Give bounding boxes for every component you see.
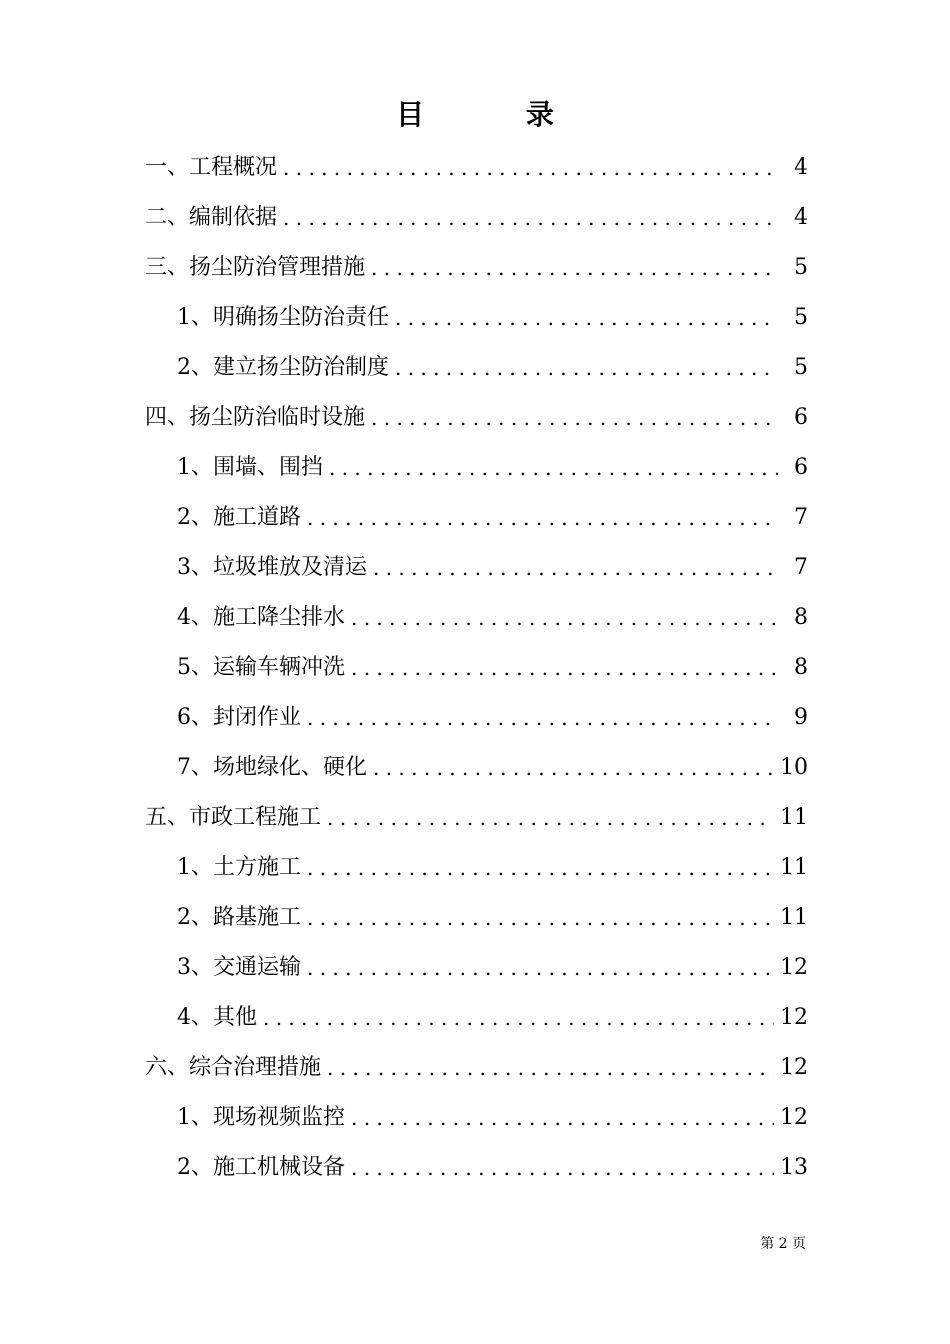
toc-subentry[interactable] <box>145 443 808 493</box>
toc-entry-label: 3、垃圾堆放及清运 <box>177 555 367 580</box>
toc-entry-label: 1、现场视频监控 <box>177 1105 345 1130</box>
toc-dot-leader <box>263 993 774 1043</box>
toc-dot-leader <box>307 493 778 543</box>
toc-dot-leader <box>373 743 774 793</box>
toc-subentry[interactable] <box>145 943 808 993</box>
toc-entry[interactable] <box>145 193 808 243</box>
toc-entry[interactable] <box>145 1043 808 1093</box>
page-number-footer: 第 2 页 <box>760 1236 806 1252</box>
toc-entry-page: 5 <box>794 355 808 380</box>
toc-subentry[interactable] <box>145 543 808 593</box>
toc-entry-label: 3、交通运输 <box>177 955 301 980</box>
toc-entry-label: 二、编制依据 <box>145 205 278 230</box>
toc-entry-label: 五、市政工程施工 <box>145 805 322 830</box>
toc-entry-page: 9 <box>794 705 808 730</box>
toc-dot-leader <box>307 893 774 943</box>
toc-entry-page: 5 <box>794 255 808 280</box>
toc-dot-leader <box>327 793 774 843</box>
toc-entry-page: 13 <box>780 1155 808 1180</box>
toc-entry[interactable] <box>145 243 808 293</box>
toc-entry-page: 6 <box>794 405 808 430</box>
toc-dot-leader <box>283 193 778 243</box>
toc-entry-label: 4、施工降尘排水 <box>177 605 345 630</box>
toc-entry-label: 1、明确扬尘防治责任 <box>177 305 389 330</box>
toc-dot-leader <box>371 393 778 443</box>
toc-subentry[interactable] <box>145 643 808 693</box>
toc-subentry[interactable] <box>145 1093 808 1143</box>
toc-entry-page: 12 <box>780 1105 808 1130</box>
toc-dot-leader <box>307 693 778 743</box>
toc-entry-label: 一、工程概况 <box>145 155 278 180</box>
toc-entry[interactable] <box>145 793 808 843</box>
toc-dot-leader <box>283 143 778 193</box>
toc-subentry[interactable] <box>145 493 808 543</box>
toc-dot-leader <box>307 943 774 993</box>
toc-entry-page: 4 <box>794 205 808 230</box>
toc-entry-page: 8 <box>794 655 808 680</box>
toc-dot-leader <box>351 643 778 693</box>
toc-entry-label: 六、综合治理措施 <box>145 1055 322 1080</box>
page-title: 目 录 <box>396 98 600 131</box>
toc-entry-page: 8 <box>794 605 808 630</box>
toc-entry-page: 11 <box>780 805 808 830</box>
toc-entry-label: 四、扬尘防治临时设施 <box>145 405 366 430</box>
toc-entry-label: 1、围墙、围挡 <box>177 455 323 480</box>
toc-entry-page: 12 <box>780 955 808 980</box>
toc-entry-page: 10 <box>780 755 808 780</box>
toc-dot-leader <box>395 343 778 393</box>
toc-entry-page: 7 <box>794 505 808 530</box>
toc-entry-label: 1、土方施工 <box>177 855 301 880</box>
toc-entry-label: 5、运输车辆冲洗 <box>177 655 345 680</box>
toc-entry-label: 2、路基施工 <box>177 905 301 930</box>
toc-entry-page: 12 <box>780 1055 808 1080</box>
toc-dot-leader <box>371 243 778 293</box>
toc-subentry[interactable] <box>145 593 808 643</box>
toc-entry[interactable] <box>145 393 808 443</box>
toc-dot-leader <box>351 593 778 643</box>
toc-entry-page: 5 <box>794 305 808 330</box>
toc-subentry[interactable] <box>145 743 808 793</box>
toc-entry-page: 4 <box>794 155 808 180</box>
toc-dot-leader <box>307 843 774 893</box>
toc-dot-leader <box>373 543 778 593</box>
toc-subentry[interactable] <box>145 343 808 393</box>
toc-entry-label: 7、场地绿化、硬化 <box>177 755 367 780</box>
toc-dot-leader <box>351 1143 774 1193</box>
toc-entry-label: 6、封闭作业 <box>177 705 301 730</box>
toc-subentry[interactable] <box>145 1143 808 1193</box>
toc-subentry[interactable] <box>145 293 808 343</box>
toc-entry-label: 2、建立扬尘防治制度 <box>177 355 389 380</box>
table-of-contents <box>145 143 808 1193</box>
toc-dot-leader <box>329 443 778 493</box>
toc-subentry[interactable] <box>145 693 808 743</box>
toc-entry-page: 12 <box>780 1005 808 1030</box>
toc-entry-label: 三、扬尘防治管理措施 <box>145 255 366 280</box>
toc-dot-leader <box>351 1093 774 1143</box>
toc-entry-page: 11 <box>780 855 808 880</box>
toc-entry-label: 2、施工道路 <box>177 505 301 530</box>
toc-entry-page: 6 <box>794 455 808 480</box>
toc-entry-page: 11 <box>780 905 808 930</box>
toc-entry-page: 7 <box>794 555 808 580</box>
toc-subentry[interactable] <box>145 993 808 1043</box>
toc-entry[interactable] <box>145 143 808 193</box>
toc-dot-leader <box>327 1043 774 1093</box>
toc-subentry[interactable] <box>145 843 808 893</box>
toc-entry-label: 2、施工机械设备 <box>177 1155 345 1180</box>
toc-dot-leader <box>395 293 778 343</box>
toc-subentry[interactable] <box>145 893 808 943</box>
toc-entry-label: 4、其他 <box>177 1005 257 1030</box>
